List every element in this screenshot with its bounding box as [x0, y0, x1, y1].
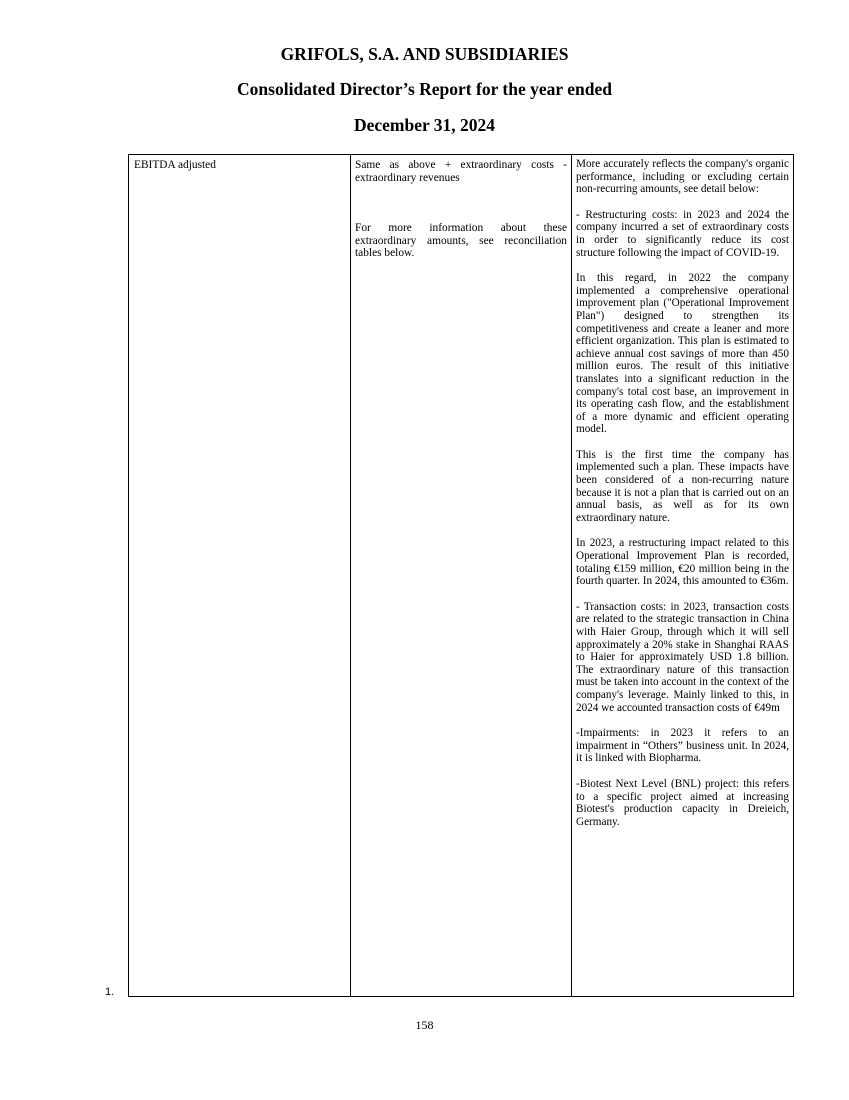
explanation-paragraph: - Transaction costs: in 2023, transaction costs are related to the strategic transaction in China with Haier Group, through which it will sell approximately a 20% stake in Shanghai RAAS to Haier for approximately USD 1.8 billion. The extraordinary nature of this transaction must be taken into account in the context of the company's leverage. Mainly linked to this, in 2024 we accounted transaction costs of €49m	[576, 600, 789, 714]
list-marker: 1.	[105, 986, 115, 998]
explanation-column	[572, 155, 793, 996]
explanation-paragraph: This is the first time the company has implemented such a plan. These impacts have been considered of a non-recurring nature because it is not a plan that is carried out on an annual basis, as well as for its own extraordinary nature.	[576, 448, 789, 524]
definition-column	[351, 155, 572, 996]
measure-column	[129, 155, 351, 996]
measure-name: EBITDA adjusted	[134, 159, 216, 171]
apm-table	[128, 154, 794, 997]
report-date: December 31, 2024	[353, 115, 496, 135]
explanation-paragraph: - Restructuring costs: in 2023 and 2024 the company incurred a set of extraordinary costs in order to significantly reduce its cost structure following the impact of COVID-19.	[576, 208, 789, 259]
report-subtitle: Consolidated Director’s Report for the year ended	[237, 79, 612, 99]
definition-note: For more information about these extraordinary amounts, see reconciliation tables below.	[355, 222, 567, 260]
explanation-paragraph: -Impairments: in 2023 it refers to an impairment in “Others” business unit. In 2024, it is linked with Biopharma.	[576, 727, 789, 765]
explanation-paragraph: In 2023, a restructuring impact related to this Operational Improvement Plan is recorded, totaling €159 million, €20 million being in the fourth quarter. In 2024, this amounted to €36m.	[576, 537, 789, 588]
definition-text: Same as above + extraordinary costs - extraordinary revenues	[355, 159, 567, 184]
page-number: 158	[415, 1018, 434, 1032]
report-company-title: GRIFOLS, S.A. AND SUBSIDIARIES	[280, 44, 569, 64]
explanation-paragraph: More accurately reflects the company's organic performance, including or excluding certain non-recurring amounts, see detail below:	[576, 158, 789, 196]
explanation-paragraph: -Biotest Next Level (BNL) project: this refers to a specific project aimed at increasing Biotest's production capacity in Dreieich, Germany.	[576, 777, 789, 828]
explanation-paragraph: In this regard, in 2022 the company implemented a comprehensive operational improvement plan ("Operational Improvement Plan") designed to strengthen its competitiveness and create a leaner and more efficient organization. This plan is estimated to achieve annual cost savings of more than 450 million euros. The result of this initiative translates into a significant reduction in the company's total cost base, an improvement in its operating cash flow, and the establishment of a more dynamic and efficient operating model.	[576, 272, 789, 436]
